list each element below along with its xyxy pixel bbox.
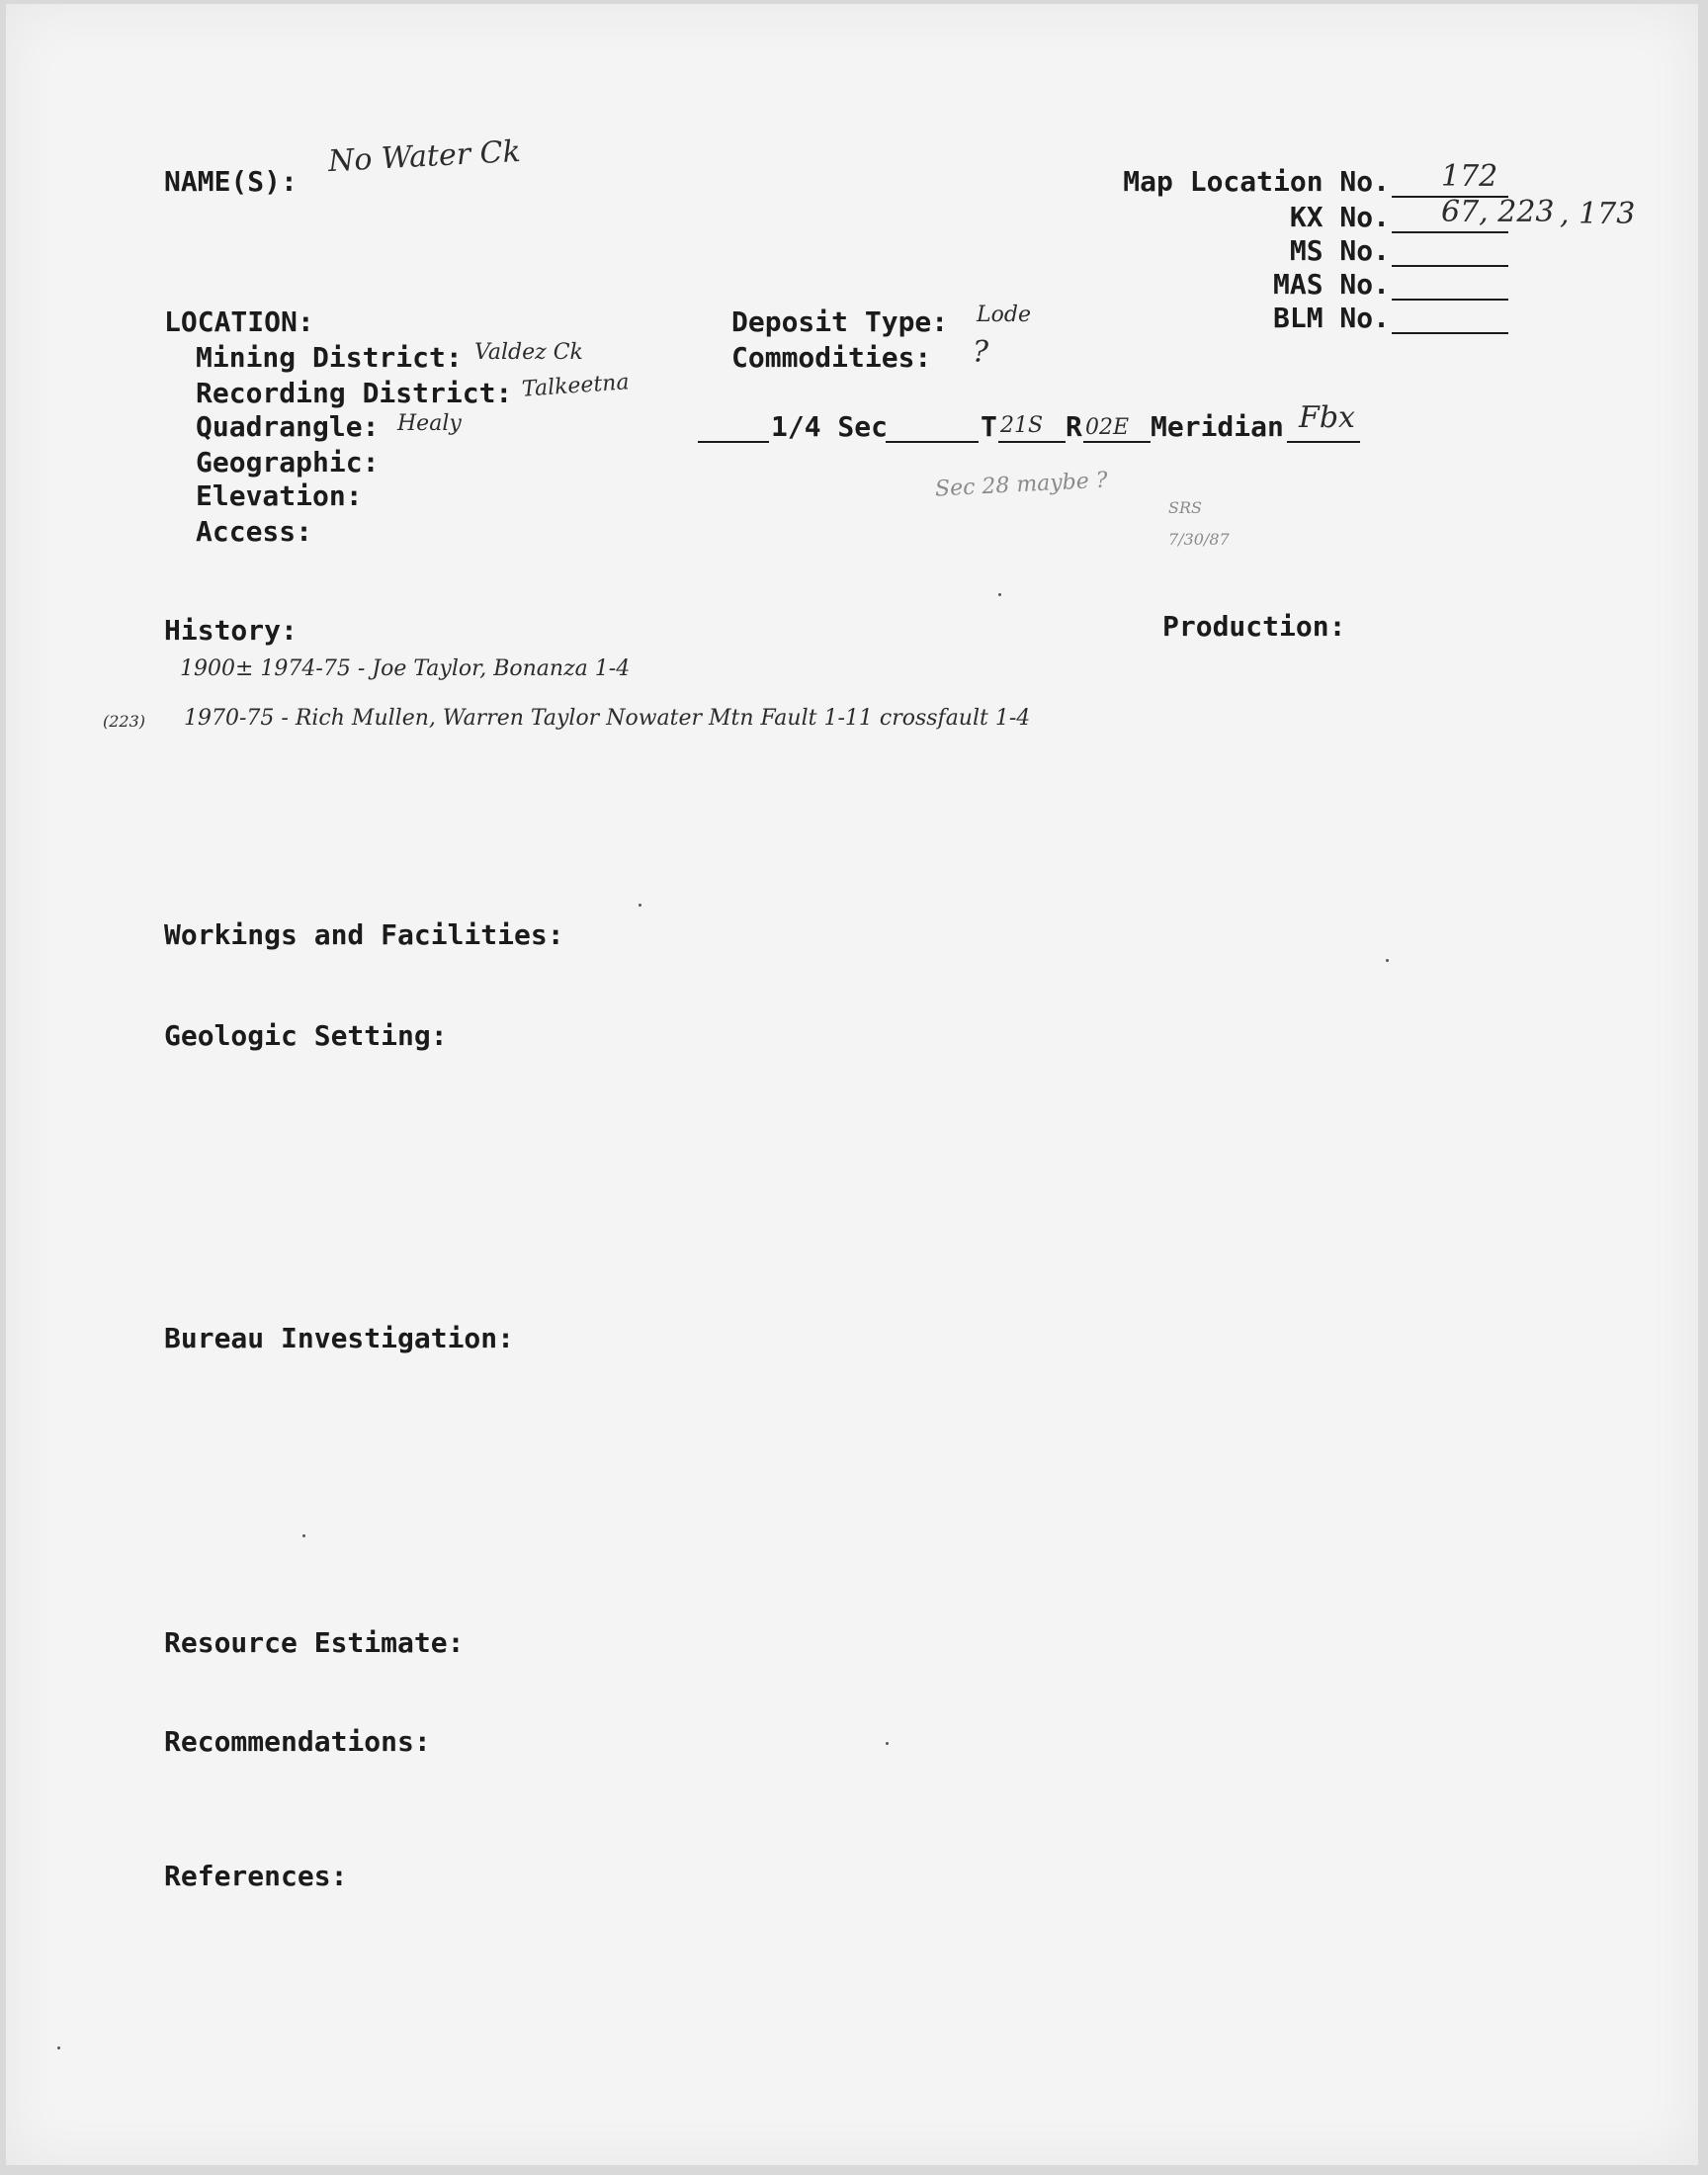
resource-label: Resource Estimate: bbox=[164, 1626, 465, 1659]
scan-speck bbox=[302, 1534, 305, 1537]
range-label: R bbox=[1066, 410, 1082, 443]
names-value: No Water Ck bbox=[327, 133, 522, 180]
mining-district-label: Mining District: bbox=[196, 341, 463, 374]
ms-blank bbox=[1392, 265, 1508, 267]
township-value: 21S bbox=[1000, 413, 1044, 438]
blm-blank bbox=[1392, 332, 1508, 334]
names-label: NAME(S): bbox=[164, 165, 298, 198]
production-label: Production: bbox=[1162, 610, 1346, 643]
range-blank bbox=[1083, 441, 1151, 443]
kx-blank bbox=[1392, 231, 1508, 233]
mas-label: MAS No. bbox=[1272, 268, 1390, 301]
map-location-value: 172 bbox=[1441, 159, 1498, 194]
geographic-label: Geographic: bbox=[196, 446, 380, 478]
scan-speck bbox=[57, 2046, 60, 2049]
references-label: References: bbox=[164, 1860, 348, 1892]
scan-speck bbox=[998, 593, 1001, 596]
section-note: Sec 28 maybe ? bbox=[934, 468, 1109, 502]
ms-label: MS No. bbox=[1289, 234, 1390, 267]
recording-district-label: Recording District: bbox=[196, 377, 513, 409]
scan-speck bbox=[886, 1742, 889, 1745]
deposit-type-label: Deposit Type: bbox=[731, 305, 949, 338]
sec-blank bbox=[886, 441, 979, 443]
kx-label: KX No. bbox=[1289, 201, 1390, 233]
workings-label: Workings and Facilities: bbox=[164, 918, 564, 951]
note-date: 7/30/87 bbox=[1168, 530, 1230, 549]
mining-district-value: Valdez Ck bbox=[474, 340, 583, 365]
township-label: T bbox=[981, 410, 997, 443]
note-initials: SRS bbox=[1168, 498, 1202, 517]
map-location-label: Map Location No. bbox=[1123, 165, 1390, 198]
access-label: Access: bbox=[196, 515, 313, 548]
meridian-label: Meridian bbox=[1151, 410, 1284, 443]
meridian-value: Fbx bbox=[1299, 400, 1355, 435]
recommendations-label: Recommendations: bbox=[164, 1725, 431, 1758]
scan-speck bbox=[639, 904, 641, 907]
record-form-page bbox=[6, 4, 1698, 2165]
history-line-1: 1900± 1974-75 - Joe Taylor, Bonanza 1-4 bbox=[180, 656, 631, 681]
elevation-label: Elevation: bbox=[196, 479, 363, 512]
mas-blank bbox=[1392, 299, 1508, 301]
township-blank bbox=[998, 441, 1066, 443]
quadrangle-value: Healy bbox=[397, 411, 462, 436]
geologic-label: Geologic Setting: bbox=[164, 1019, 448, 1052]
quarter-sec-label: 1/4 Sec bbox=[771, 410, 889, 443]
location-label: LOCATION: bbox=[164, 305, 314, 338]
bureau-label: Bureau Investigation: bbox=[164, 1322, 515, 1354]
kx-value: 67, 223 bbox=[1441, 195, 1555, 229]
quadrangle-label: Quadrangle: bbox=[196, 410, 380, 443]
scan-speck bbox=[1386, 959, 1389, 962]
recording-district-value: Talkeetna bbox=[521, 370, 631, 402]
meridian-blank bbox=[1287, 441, 1360, 443]
kx-extra-value: , 173 bbox=[1560, 197, 1636, 231]
history-label: History: bbox=[164, 614, 298, 647]
blm-label: BLM No. bbox=[1272, 302, 1390, 334]
deposit-type-value: Lode bbox=[977, 303, 1031, 327]
commodities-value: ? bbox=[973, 335, 989, 370]
quarter-blank bbox=[698, 441, 769, 443]
commodities-label: Commodities: bbox=[731, 341, 932, 374]
range-value: 02E bbox=[1085, 415, 1130, 440]
history-line-2: 1970-75 - Rich Mullen, Warren Taylor Nowater Mtn Fault 1-11 crossfault 1-4 bbox=[184, 706, 1031, 731]
history-line-2-ref: (223) bbox=[103, 712, 146, 731]
